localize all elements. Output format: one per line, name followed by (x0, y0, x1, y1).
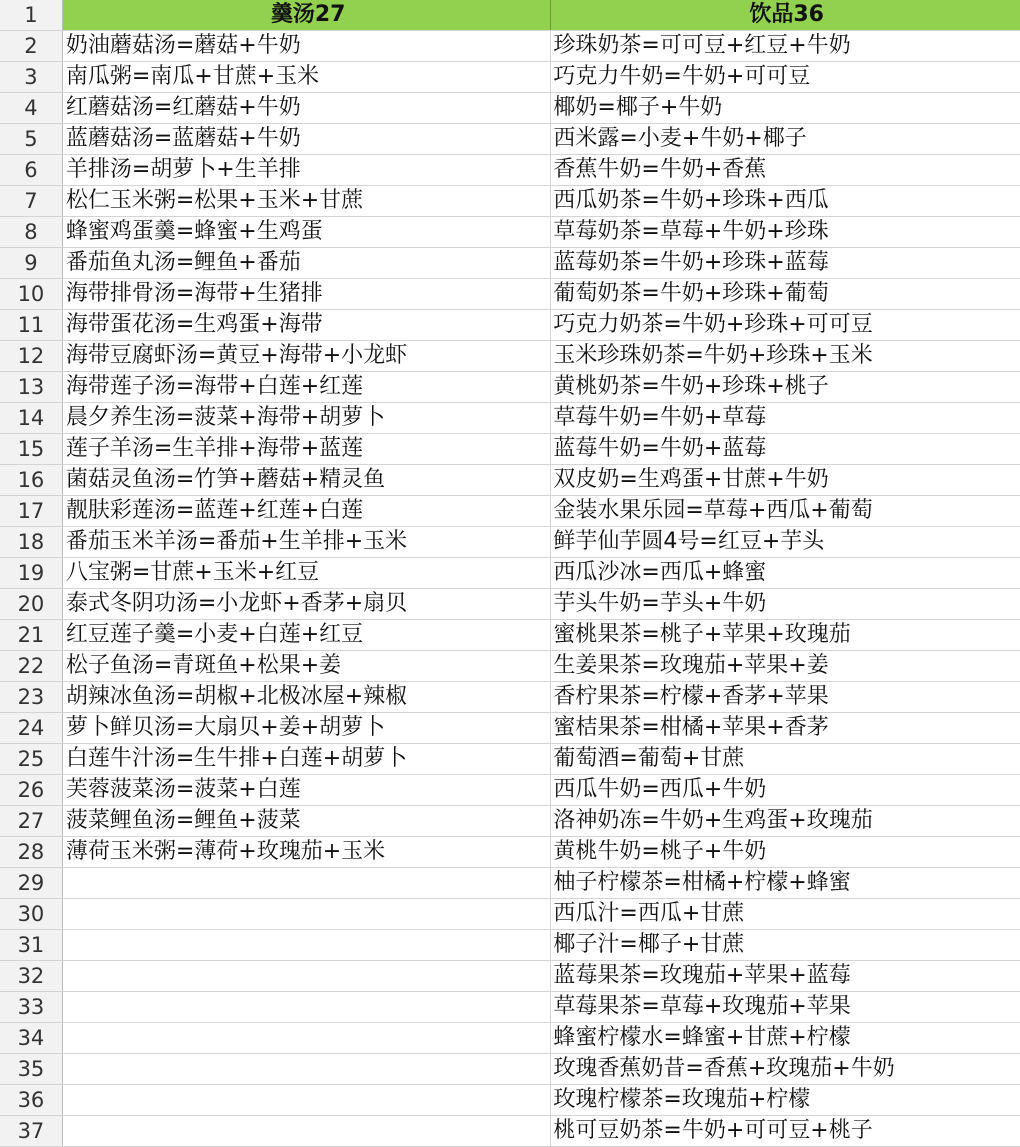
table-row (0, 217, 1020, 248)
row-number[interactable]: 7 (0, 186, 62, 217)
table-row (0, 496, 1020, 527)
cell-drink-recipe[interactable]: 草莓牛奶=牛奶+草莓 (551, 403, 1020, 434)
row-number[interactable]: 20 (0, 589, 62, 620)
cell-soup-recipe[interactable] (62, 899, 551, 930)
cell-drink-recipe[interactable]: 黄桃奶茶=牛奶+珍珠+桃子 (551, 372, 1020, 403)
cell-drink-recipe[interactable]: 葡萄奶茶=牛奶+珍珠+葡萄 (551, 279, 1020, 310)
table-row (0, 0, 1020, 31)
table-row (0, 372, 1020, 403)
cell-drink-recipe[interactable]: 草莓果茶=草莓+玫瑰茄+苹果 (551, 992, 1020, 1023)
row-number[interactable]: 1 (0, 0, 62, 31)
row-number[interactable]: 3 (0, 62, 62, 93)
cell-soup-recipe[interactable]: 薄荷玉米粥=薄荷+玫瑰茄+玉米 (62, 837, 551, 868)
cell-soup-recipe[interactable]: 八宝粥=甘蔗+玉米+红豆 (62, 558, 551, 589)
row-number[interactable]: 36 (0, 1085, 62, 1116)
cell-drink-recipe[interactable]: 草莓奶茶=草莓+牛奶+珍珠 (551, 217, 1020, 248)
row-number[interactable]: 23 (0, 682, 62, 713)
table-row (0, 868, 1020, 899)
cell-soup-recipe[interactable]: 靓肤彩莲汤=蓝莲+红莲+白莲 (62, 496, 551, 527)
cell-soup-recipe[interactable] (62, 961, 551, 992)
cell-drink-recipe[interactable]: 西瓜牛奶=西瓜+牛奶 (551, 775, 1020, 806)
row-number[interactable]: 27 (0, 806, 62, 837)
row-number[interactable]: 15 (0, 434, 62, 465)
cell-drink-recipe[interactable]: 金装水果乐园=草莓+西瓜+葡萄 (551, 496, 1020, 527)
table-row (0, 651, 1020, 682)
row-number[interactable]: 14 (0, 403, 62, 434)
table-row (0, 558, 1020, 589)
row-number[interactable]: 9 (0, 248, 62, 279)
row-number[interactable]: 4 (0, 93, 62, 124)
cell-soup-recipe[interactable]: 松仁玉米粥=松果+玉米+甘蔗 (62, 186, 551, 217)
table-row (0, 1054, 1020, 1085)
cell-soup-recipe[interactable]: 白莲牛汁汤=生牛排+白莲+胡萝卜 (62, 744, 551, 775)
table-row (0, 310, 1020, 341)
row-number[interactable]: 35 (0, 1054, 62, 1085)
cell-drink-recipe[interactable]: 蜂蜜柠檬水=蜂蜜+甘蔗+柠檬 (551, 1023, 1020, 1054)
table-row (0, 186, 1020, 217)
cell-soup-recipe[interactable] (62, 1054, 551, 1085)
cell-drink-recipe[interactable]: 蓝莓奶茶=牛奶+珍珠+蓝莓 (551, 248, 1020, 279)
table-row (0, 744, 1020, 775)
cell-soup-recipe[interactable]: 南瓜粥=南瓜+甘蔗+玉米 (62, 62, 551, 93)
table-row (0, 930, 1020, 961)
cell-soup-recipe[interactable] (62, 1116, 551, 1147)
cell-drink-recipe[interactable]: 鲜芋仙芋圆4号=红豆+芋头 (551, 527, 1020, 558)
cell-drink-recipe[interactable]: 蜜桃果茶=桃子+苹果+玫瑰茄 (551, 620, 1020, 651)
cell-soup-recipe[interactable] (62, 1023, 551, 1054)
cell-soup-recipe[interactable]: 菌菇灵鱼汤=竹笋+蘑菇+精灵鱼 (62, 465, 551, 496)
table-row (0, 961, 1020, 992)
cell-soup-recipe[interactable]: 蓝蘑菇汤=蓝蘑菇+牛奶 (62, 124, 551, 155)
header-cell-soup[interactable]: 羹汤27 (62, 0, 551, 31)
cell-soup-recipe[interactable]: 蜂蜜鸡蛋羹=蜂蜜+生鸡蛋 (62, 217, 551, 248)
table-row (0, 1116, 1020, 1147)
row-number[interactable]: 5 (0, 124, 62, 155)
table-row (0, 403, 1020, 434)
row-number[interactable]: 8 (0, 217, 62, 248)
row-number[interactable]: 24 (0, 713, 62, 744)
cell-drink-recipe[interactable]: 香柠果茶=柠檬+香茅+苹果 (551, 682, 1020, 713)
table-row (0, 775, 1020, 806)
table-row (0, 806, 1020, 837)
cell-drink-recipe[interactable]: 巧克力奶茶=牛奶+珍珠+可可豆 (551, 310, 1020, 341)
table-row (0, 527, 1020, 558)
cell-drink-recipe[interactable]: 芋头牛奶=芋头+牛奶 (551, 589, 1020, 620)
table-row (0, 341, 1020, 372)
cell-drink-recipe[interactable]: 黄桃牛奶=桃子+牛奶 (551, 837, 1020, 868)
row-number[interactable]: 11 (0, 310, 62, 341)
row-number[interactable]: 31 (0, 930, 62, 961)
row-number[interactable]: 17 (0, 496, 62, 527)
cell-soup-recipe[interactable] (62, 868, 551, 899)
cell-soup-recipe[interactable]: 胡辣冰鱼汤=胡椒+北极冰屋+辣椒 (62, 682, 551, 713)
table-row (0, 899, 1020, 930)
table-row (0, 589, 1020, 620)
cell-soup-recipe[interactable]: 泰式冬阴功汤=小龙虾+香茅+扇贝 (62, 589, 551, 620)
cell-soup-recipe[interactable] (62, 1085, 551, 1116)
row-number[interactable]: 28 (0, 837, 62, 868)
cell-soup-recipe[interactable] (62, 992, 551, 1023)
row-number[interactable]: 30 (0, 899, 62, 930)
cell-drink-recipe[interactable]: 柚子柠檬茶=柑橘+柠檬+蜂蜜 (551, 868, 1020, 899)
row-number[interactable]: 37 (0, 1116, 62, 1147)
table-row (0, 713, 1020, 744)
row-number[interactable]: 26 (0, 775, 62, 806)
cell-drink-recipe[interactable]: 西瓜沙冰=西瓜+蜂蜜 (551, 558, 1020, 589)
cell-drink-recipe[interactable]: 椰奶=椰子+牛奶 (551, 93, 1020, 124)
cell-soup-recipe[interactable]: 番茄玉米羊汤=番茄+生羊排+玉米 (62, 527, 551, 558)
table-row (0, 93, 1020, 124)
cell-drink-recipe[interactable]: 葡萄酒=葡萄+甘蔗 (551, 744, 1020, 775)
row-number[interactable]: 34 (0, 1023, 62, 1054)
cell-drink-recipe[interactable]: 玉米珍珠奶茶=牛奶+珍珠+玉米 (551, 341, 1020, 372)
row-number[interactable]: 18 (0, 527, 62, 558)
row-number[interactable]: 16 (0, 465, 62, 496)
cell-drink-recipe[interactable]: 西瓜汁=西瓜+甘蔗 (551, 899, 1020, 930)
row-number[interactable]: 25 (0, 744, 62, 775)
table-row (0, 1023, 1020, 1054)
table-row (0, 620, 1020, 651)
cell-drink-recipe[interactable]: 玫瑰香蕉奶昔=香蕉+玫瑰茄+牛奶 (551, 1054, 1020, 1085)
cell-soup-recipe[interactable]: 芙蓉菠菜汤=菠菜+白莲 (62, 775, 551, 806)
cell-drink-recipe[interactable]: 双皮奶=生鸡蛋+甘蔗+牛奶 (551, 465, 1020, 496)
table-row (0, 434, 1020, 465)
table-row (0, 31, 1020, 62)
row-number[interactable]: 10 (0, 279, 62, 310)
cell-drink-recipe[interactable]: 香蕉牛奶=牛奶+香蕉 (551, 155, 1020, 186)
table-row (0, 279, 1020, 310)
cell-soup-recipe[interactable]: 海带豆腐虾汤=黄豆+海带+小龙虾 (62, 341, 551, 372)
table-row (0, 248, 1020, 279)
cell-drink-recipe[interactable]: 椰子汁=椰子+甘蔗 (551, 930, 1020, 961)
cell-drink-recipe[interactable]: 生姜果茶=玫瑰茄+苹果+姜 (551, 651, 1020, 682)
cell-soup-recipe[interactable] (62, 930, 551, 961)
table-row (0, 465, 1020, 496)
row-number[interactable]: 29 (0, 868, 62, 899)
row-number[interactable]: 21 (0, 620, 62, 651)
table-row (0, 155, 1020, 186)
cell-drink-recipe[interactable]: 巧克力牛奶=牛奶+可可豆 (551, 62, 1020, 93)
row-number[interactable]: 2 (0, 31, 62, 62)
table-row (0, 682, 1020, 713)
row-number[interactable]: 13 (0, 372, 62, 403)
header-cell-drink[interactable]: 饮品36 (551, 0, 1020, 31)
cell-drink-recipe[interactable]: 西米露=小麦+牛奶+椰子 (551, 124, 1020, 155)
row-number[interactable]: 22 (0, 651, 62, 682)
cell-soup-recipe[interactable]: 晨夕养生汤=菠菜+海带+胡萝卜 (62, 403, 551, 434)
cell-soup-recipe[interactable]: 萝卜鲜贝汤=大扇贝+姜+胡萝卜 (62, 713, 551, 744)
table-row (0, 62, 1020, 93)
row-number[interactable]: 32 (0, 961, 62, 992)
row-number[interactable]: 19 (0, 558, 62, 589)
cell-soup-recipe[interactable]: 番茄鱼丸汤=鲤鱼+番茄 (62, 248, 551, 279)
cell-drink-recipe[interactable]: 西瓜奶茶=牛奶+珍珠+西瓜 (551, 186, 1020, 217)
cell-soup-recipe[interactable]: 菠菜鲤鱼汤=鲤鱼+菠菜 (62, 806, 551, 837)
cell-soup-recipe[interactable]: 松子鱼汤=青斑鱼+松果+姜 (62, 651, 551, 682)
cell-drink-recipe[interactable]: 蓝莓牛奶=牛奶+蓝莓 (551, 434, 1020, 465)
cell-soup-recipe[interactable]: 红蘑菇汤=红蘑菇+牛奶 (62, 93, 551, 124)
table-row (0, 124, 1020, 155)
cell-soup-recipe[interactable]: 红豆莲子羹=小麦+白莲+红豆 (62, 620, 551, 651)
cell-soup-recipe[interactable]: 莲子羊汤=生羊排+海带+蓝莲 (62, 434, 551, 465)
row-number[interactable]: 33 (0, 992, 62, 1023)
cell-soup-recipe[interactable]: 羊排汤=胡萝卜+生羊排 (62, 155, 551, 186)
row-number[interactable]: 6 (0, 155, 62, 186)
cell-soup-recipe[interactable]: 海带排骨汤=海带+生猪排 (62, 279, 551, 310)
cell-drink-recipe[interactable]: 珍珠奶茶=可可豆+红豆+牛奶 (551, 31, 1020, 62)
cell-soup-recipe[interactable]: 奶油蘑菇汤=蘑菇+牛奶 (62, 31, 551, 62)
cell-drink-recipe[interactable]: 蓝莓果茶=玫瑰茄+苹果+蓝莓 (551, 961, 1020, 992)
table-row (0, 992, 1020, 1023)
cell-drink-recipe[interactable]: 洛神奶冻=牛奶+生鸡蛋+玫瑰茄 (551, 806, 1020, 837)
table-row (0, 1085, 1020, 1116)
table-row (0, 837, 1020, 868)
row-number[interactable]: 12 (0, 341, 62, 372)
cell-drink-recipe[interactable]: 玫瑰柠檬茶=玫瑰茄+柠檬 (551, 1085, 1020, 1116)
cell-drink-recipe[interactable]: 桃可豆奶茶=牛奶+可可豆+桃子 (551, 1116, 1020, 1147)
cell-drink-recipe[interactable]: 蜜桔果茶=柑橘+苹果+香茅 (551, 713, 1020, 744)
cell-soup-recipe[interactable]: 海带莲子汤=海带+白莲+红莲 (62, 372, 551, 403)
cell-soup-recipe[interactable]: 海带蛋花汤=生鸡蛋+海带 (62, 310, 551, 341)
